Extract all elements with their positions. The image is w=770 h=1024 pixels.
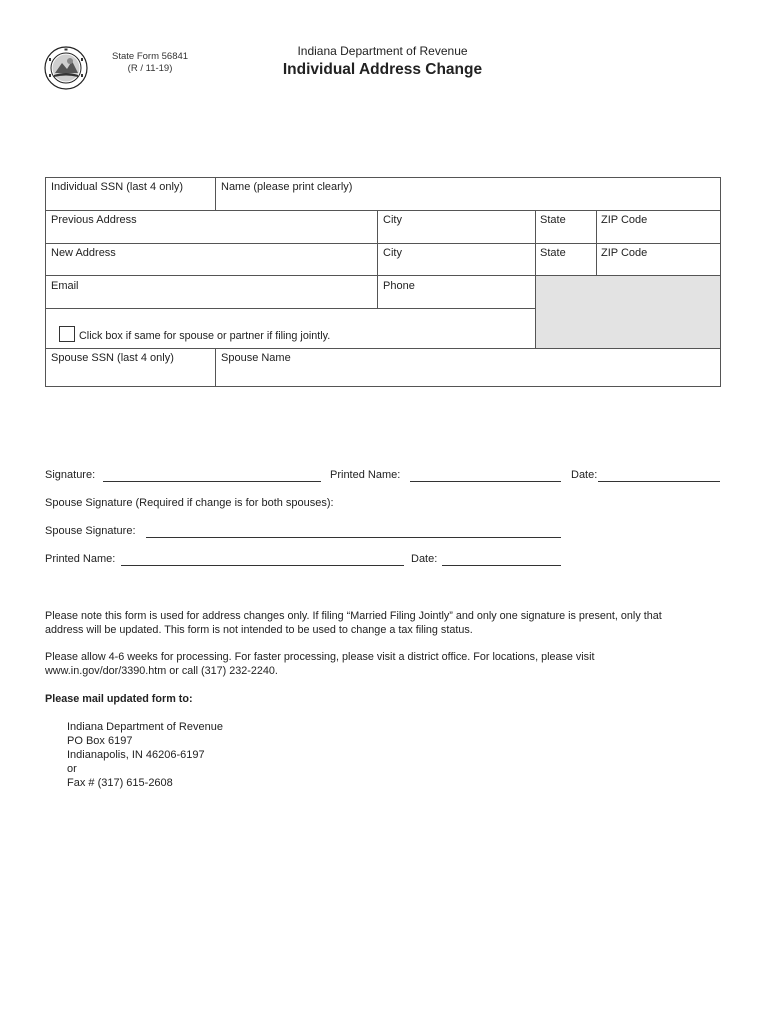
new-address-field[interactable]: New Address — [51, 247, 116, 259]
page-title: Individual Address Change — [282, 61, 483, 78]
new-zip-field[interactable]: ZIP Code — [601, 247, 648, 259]
same-for-spouse-label: Click box if same for spouse or partner if filing jointly. — [79, 330, 331, 342]
note-processing — [45, 650, 594, 678]
spouse-name-field[interactable]: Spouse Name — [221, 352, 291, 364]
previous-city-field[interactable]: City — [383, 214, 402, 226]
address-line-4: or — [67, 763, 77, 775]
seal-year — [88, 46, 89, 47]
signature-label: Signature: — [45, 469, 96, 481]
previous-zip-field[interactable]: ZIP Code — [601, 214, 648, 226]
new-state-field[interactable]: State — [540, 247, 566, 259]
note-address-change-line1: Please note this form is used for address changes only. If filing “Married Filing Jointly” and only one signature is present, only that — [45, 610, 662, 622]
address-line-1: Indiana Department of Revenue — [67, 721, 223, 733]
note-processing-line2: www.in.gov/dor/3390.htm or call (317) 232-2240. — [45, 665, 278, 677]
printed-name-line[interactable] — [410, 481, 561, 482]
note-address-change-line2: address will be updated. This form is not intended to be used to change a tax filing status. — [45, 624, 473, 636]
spouse-signature-line[interactable] — [146, 537, 561, 538]
email-field[interactable]: Email — [51, 280, 79, 292]
spouse-signature-note: Spouse Signature (Required if change is for both spouses): — [45, 497, 334, 509]
date-label: Date: — [571, 469, 598, 481]
spouse-printed-name-line[interactable] — [121, 565, 404, 566]
form-number: State Form 56841 — [112, 51, 189, 62]
address-line-3: Indianapolis, IN 46206-6197 — [67, 749, 205, 761]
shaded-block — [535, 276, 720, 348]
note-address-change — [45, 609, 662, 637]
new-city-field[interactable]: City — [383, 247, 402, 259]
seal-text — [88, 46, 89, 47]
spouse-date-label: Date: — [411, 553, 438, 565]
address-line-2: PO Box 6197 — [67, 735, 133, 747]
previous-state-field[interactable]: State — [540, 214, 566, 226]
mailing-address — [67, 720, 223, 790]
spouse-date-line[interactable] — [442, 565, 561, 566]
form-revision: (R / 11-19) — [127, 63, 173, 74]
spouse-ssn-field[interactable]: Spouse SSN (last 4 only) — [51, 352, 174, 364]
signature-line[interactable] — [103, 481, 321, 482]
name-field[interactable]: Name (please print clearly) — [221, 181, 353, 193]
phone-field[interactable]: Phone — [383, 280, 415, 292]
same-for-spouse-checkbox[interactable] — [59, 326, 75, 342]
fax-number: Fax # (317) 615-2608 — [67, 777, 173, 789]
date-line[interactable] — [598, 481, 720, 482]
note-processing-line1: Please allow 4-6 weeks for processing. For faster processing, please visit a district office. For locations, please visit — [45, 651, 595, 663]
printed-name-label: Printed Name: — [330, 469, 401, 481]
state-seal-icon — [44, 46, 88, 90]
spouse-signature-label: Spouse Signature: — [45, 525, 136, 537]
previous-address-field[interactable]: Previous Address — [51, 214, 137, 226]
spouse-printed-name-label: Printed Name: — [45, 553, 116, 565]
department-name: Indiana Department of Revenue — [297, 44, 468, 58]
form-number-block — [112, 51, 188, 75]
seal-alt — [88, 46, 89, 47]
mail-heading: Please mail updated form to: — [45, 693, 193, 705]
individual-ssn-field[interactable]: Individual SSN (last 4 only) — [51, 181, 184, 193]
